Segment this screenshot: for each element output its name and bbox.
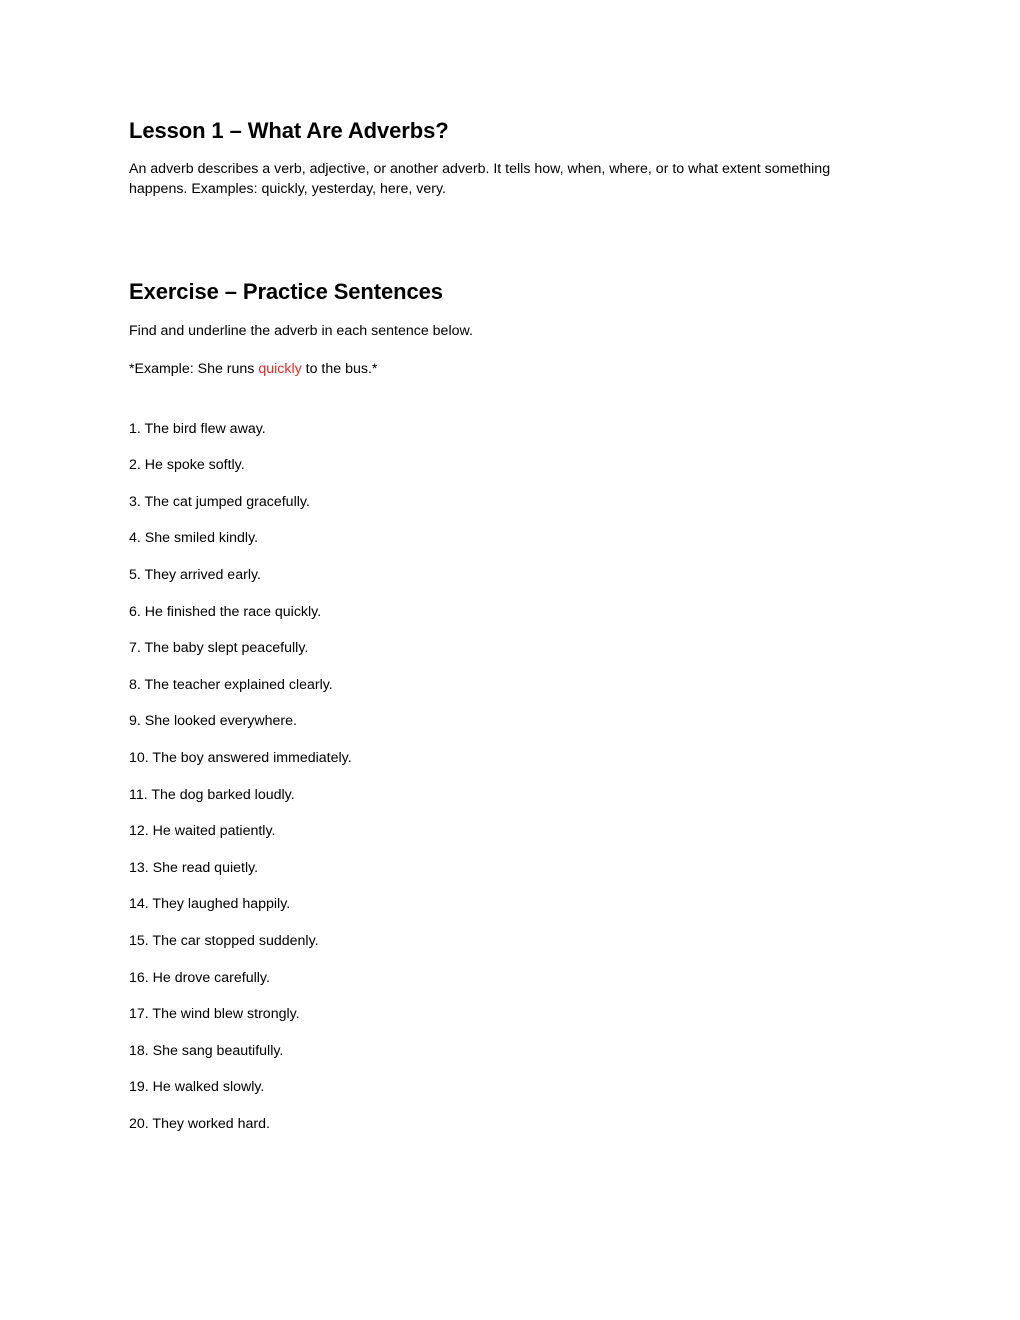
practice-sentence-item: 13. She read quietly. [129, 859, 259, 876]
practice-sentence-item: 12. He waited patiently. [129, 823, 276, 840]
example-prefix-text: *Example: She runs [129, 360, 259, 377]
example-sentence [129, 359, 875, 379]
practice-sentence-item: 4. She smiled kindly. [129, 530, 259, 547]
practice-sentence-item: 9. She looked everywhere. [129, 713, 297, 730]
document-content [129, 118, 875, 1134]
practice-sentence-item: 10. The boy answered immediately. [129, 750, 352, 766]
practice-sentence-list [129, 419, 875, 1134]
example-adverb-highlight: quickly [258, 360, 302, 377]
practice-sentence-item: 3. The cat jumped gracefully. [129, 493, 310, 510]
practice-sentence-item: 16. He drove carefully. [129, 969, 270, 986]
practice-sentence-item: 7. The baby slept peacefully. [129, 640, 309, 657]
practice-sentence-item: 11. The dog barked loudly. [129, 786, 295, 803]
example-list-spacer [129, 397, 875, 419]
section-spacer [129, 217, 875, 279]
example-suffix-text: to the bus.* [301, 360, 378, 377]
practice-sentence-item: 2. He spoke softly. [129, 457, 245, 474]
practice-sentence-item: 5. They arrived early. [129, 567, 261, 584]
practice-sentence-item: 8. The teacher explained clearly. [129, 676, 333, 693]
practice-sentence-item: 15. The car stopped suddenly. [129, 932, 319, 949]
lesson-heading: Lesson 1 – What Are Adverbs? [129, 118, 449, 143]
exercise-instruction: Find and underline the adverb in each sentence below. [129, 322, 473, 339]
practice-sentence-item: 18. She sang beautifully. [129, 1042, 284, 1059]
practice-sentence-item: 6. He finished the race quickly. [129, 603, 322, 620]
practice-sentence-item: 19. He walked slowly. [129, 1079, 265, 1096]
practice-sentence-item: 17. The wind blew strongly. [129, 1006, 300, 1023]
practice-sentence-item: 20. They worked hard. [129, 1115, 270, 1132]
exercise-heading: Exercise – Practice Sentences [129, 278, 443, 304]
practice-sentence-item: 1. The bird flew away. [129, 420, 266, 437]
practice-sentence-item: 14. They laughed happily. [129, 896, 291, 913]
lesson-intro-paragraph: An adverb describes a verb, adjective, or another adverb. It tells how, when, where, or to what extent something happens. Examples: quickly, yesterday, here, very. [129, 160, 831, 197]
